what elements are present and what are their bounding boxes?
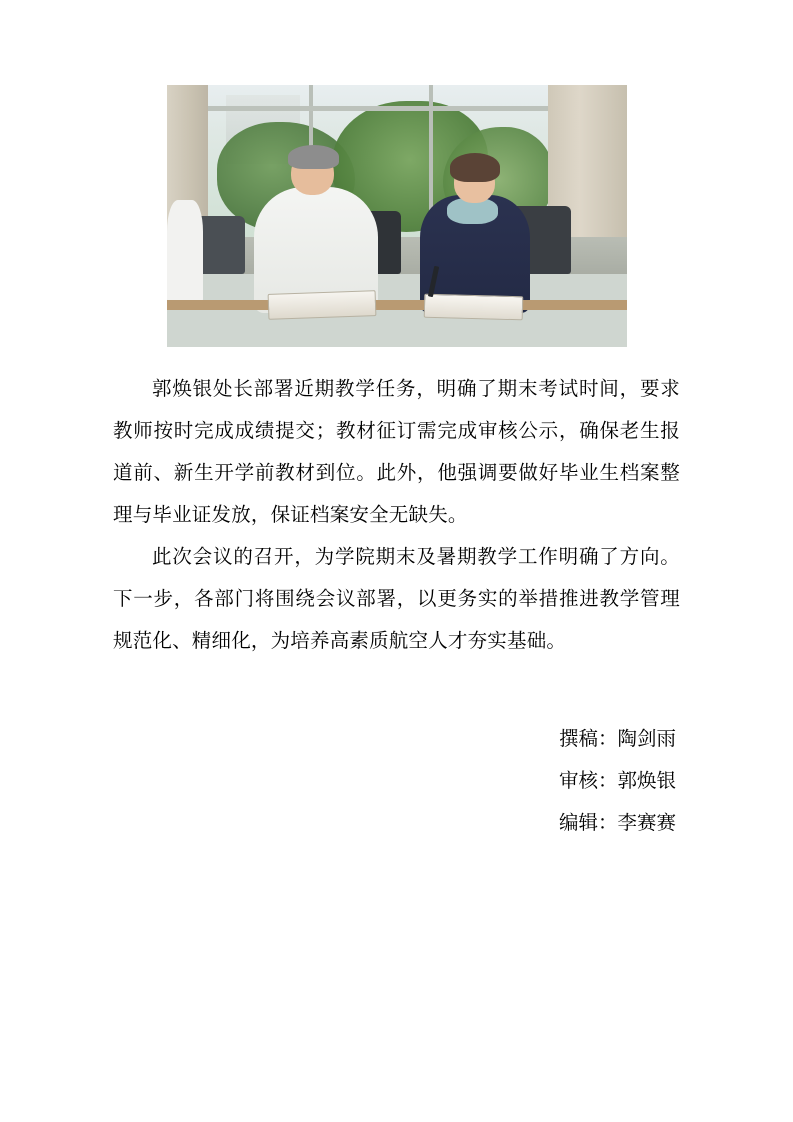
meeting-photo — [167, 85, 627, 347]
photo-person-right-hair — [450, 153, 501, 182]
photo-document-right — [424, 293, 523, 320]
body-paragraphs — [113, 369, 680, 663]
paragraph-2: 此次会议的召开，为学院期末及暑期教学工作明确了方向。下一步，各部门将围绕会议部署，以更务实的举措推进教学管理规范化、精细化，为培养高素质航空人才夯实基础。 — [113, 547, 680, 652]
signoff-writer: 撰稿：陶剑雨 — [558, 729, 676, 750]
signoff-reviewer: 审核：郭焕银 — [558, 771, 676, 792]
paragraph-1: 郭焕银处长部署近期教学任务，明确了期末考试时间，要求教师按时完成成绩提交；教材征订需完成审核公示，确保老生报道前、新生开学前教材到位。此外，他强调要做好毕业生档案整理与毕业证发放，保证档案安全无缺失。 — [113, 379, 680, 526]
photo-document-left — [267, 290, 376, 319]
signoff-editor: 编辑：李赛赛 — [558, 813, 676, 834]
photo-canvas — [167, 85, 627, 347]
photo-table — [167, 305, 627, 347]
photo-person-left-hair — [288, 145, 339, 169]
photo-person-partial — [167, 200, 204, 305]
document-content — [113, 85, 680, 845]
signoff-block — [113, 719, 680, 845]
photo-window-transom — [208, 106, 548, 111]
